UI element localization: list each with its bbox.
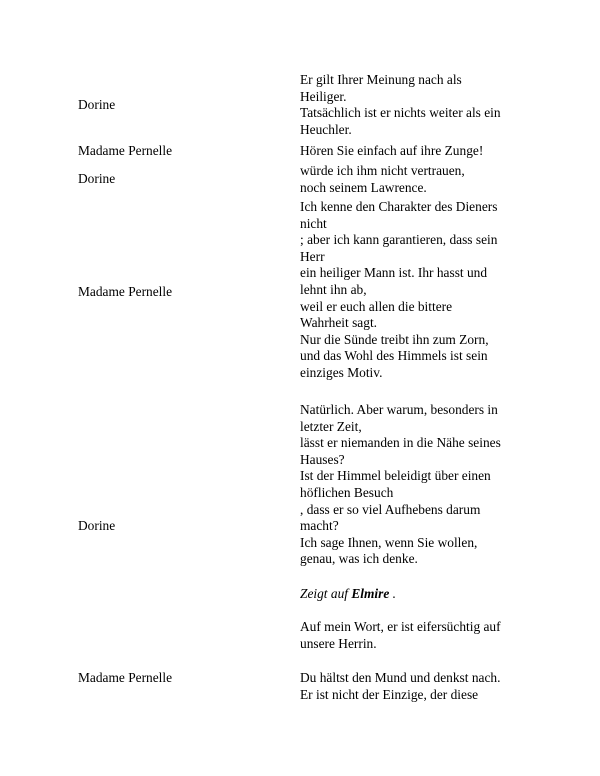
dialogue-block: [300, 143, 540, 160]
dialogue-line: genau, was ich denke.: [300, 551, 418, 567]
dialogue-line: Er gilt Ihrer Meinung nach als: [300, 72, 462, 87]
dialogue-line: Ich sage Ihnen, wenn Sie wollen,: [300, 534, 478, 550]
speaker-name: Madame Pernelle: [78, 670, 173, 685]
speaker-name: Madame Pernelle: [78, 143, 173, 158]
dialogue-line: und das Wohl des Himmels ist sein: [300, 348, 488, 364]
dialogue-line: Auf mein Wort, er ist eifersüchtig auf: [300, 619, 501, 634]
speaker-name: Dorine: [78, 171, 116, 186]
dialogue-line: Er ist nicht der Einzige, der diese: [300, 686, 479, 702]
dialogue-line: Ist der Himmel beleidigt über einen: [300, 468, 491, 484]
dialogue-line: , dass er so viel Aufhebens darum: [300, 501, 481, 517]
dialogue-block: [300, 163, 540, 196]
speaker-name: Madame Pernelle: [78, 284, 173, 299]
stage-direction: [300, 586, 540, 603]
dialogue-line: Hören Sie einfach auf ihre Zunge!: [300, 143, 484, 158]
dialogue-line: macht?: [300, 518, 339, 534]
stage-direction-character: Elmire: [351, 586, 390, 601]
dialogue-line: weil er euch allen die bittere: [300, 298, 453, 314]
dialogue-line: Wahrheit sagt.: [300, 315, 378, 331]
dialogue-block: [300, 402, 540, 568]
dialogue-line: nicht: [300, 215, 327, 231]
dialogue-line: ein heiliger Mann ist. Ihr hasst und: [300, 265, 488, 281]
dialogue-line: lehnt ihn ab,: [300, 281, 367, 297]
speaker-name: Dorine: [78, 518, 116, 533]
dialogue-line: lässt er niemanden in die Nähe seines: [300, 435, 501, 451]
dialogue-block: [300, 72, 540, 138]
dialogue-line: ; aber ich kann garantieren, dass sein: [300, 232, 498, 248]
stage-direction-suffix: .: [392, 586, 397, 601]
stage-direction-prefix: Zeigt auf: [300, 586, 348, 601]
dialogue-block: [300, 670, 540, 703]
speaker-name: Dorine: [78, 97, 116, 112]
dialogue-line: Nur die Sünde treibt ihn zum Zorn,: [300, 331, 489, 347]
dialogue-line: letzter Zeit,: [300, 418, 362, 434]
dialogue-line: Ich kenne den Charakter des Dieners: [300, 199, 498, 214]
dialogue-line: unsere Herrin.: [300, 635, 377, 651]
dialogue-line: Hauses?: [300, 451, 345, 467]
dialogue-line: Herr: [300, 248, 325, 264]
dialogue-block: [300, 619, 540, 652]
dialogue-line: Tatsächlich ist er nichts weiter als ein: [300, 105, 501, 121]
dialogue-line: Heuchler.: [300, 121, 352, 137]
dialogue-line: Du hältst den Mund und denkst nach.: [300, 670, 501, 685]
dialogue-line: Natürlich. Aber warum, besonders in: [300, 402, 498, 417]
dialogue-line: einziges Motiv.: [300, 364, 383, 380]
dialogue-line: Heiliger.: [300, 88, 347, 104]
dialogue-line: würde ich ihm nicht vertrauen,: [300, 163, 465, 178]
dialogue-block: [300, 199, 540, 382]
dialogue-line: noch seinem Lawrence.: [300, 179, 427, 195]
dialogue-line: höflichen Besuch: [300, 484, 394, 500]
